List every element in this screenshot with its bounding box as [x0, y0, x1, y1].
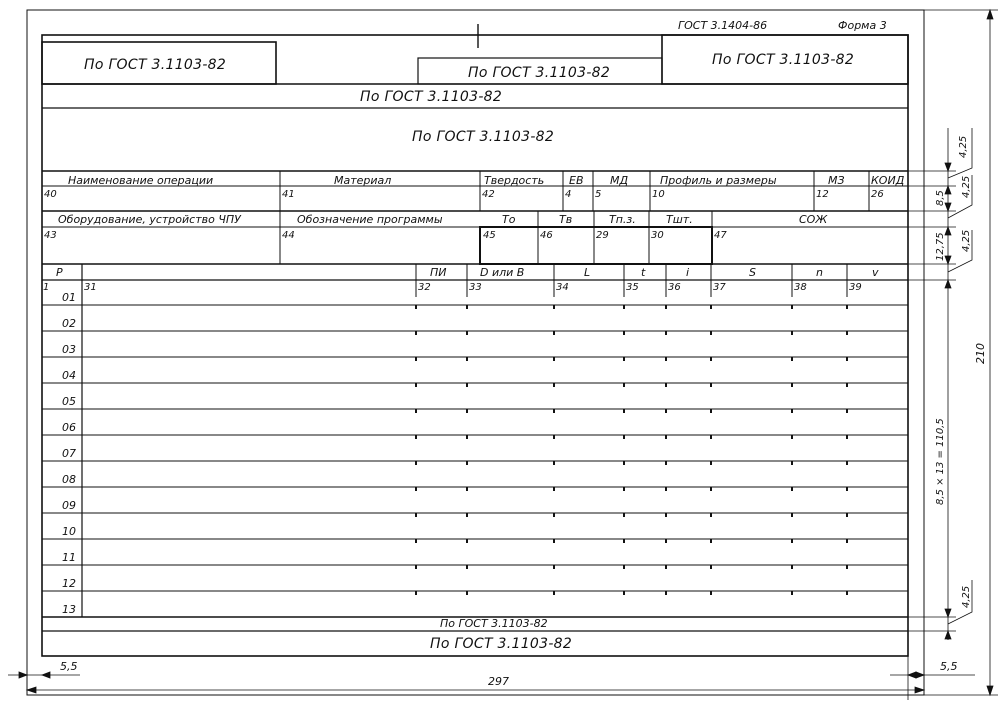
row-number: 06 — [62, 421, 76, 434]
code-1: 1 — [43, 282, 50, 293]
ref-footer-big: По ГОСТ 3.1103-82 — [430, 636, 573, 652]
row-number: 01 — [62, 291, 76, 304]
hdr-koid: КОИД — [871, 174, 905, 187]
col-t: t — [641, 266, 646, 279]
code-37: 37 — [713, 282, 726, 293]
hdr-to: То — [502, 213, 516, 226]
code-46: 46 — [540, 230, 553, 241]
col-s: S — [749, 266, 756, 279]
dim-h2: 12,75 — [935, 232, 946, 261]
code-45: 45 — [483, 230, 496, 241]
dim-h1: 8,5 — [935, 190, 946, 206]
hdr-material: Материал — [334, 174, 392, 187]
hdr-hardness: Твердость — [484, 174, 545, 187]
code-12: 12 — [816, 189, 829, 200]
dim-rows-height: 8,5 × 13 = 110,5 — [935, 418, 946, 505]
col-v: v — [872, 266, 879, 279]
dim-height: 210 — [974, 343, 987, 364]
hdr-tv: Тв — [559, 213, 573, 226]
ref-top-mid: По ГОСТ 3.1103-82 — [468, 65, 611, 81]
hdr-tsht: Тшт. — [666, 213, 693, 226]
code-31: 31 — [84, 282, 97, 293]
row-number: 13 — [62, 603, 76, 616]
hdr-coolant: СОЖ — [799, 213, 828, 226]
code-4: 4 — [565, 189, 572, 200]
row-number: 11 — [62, 551, 76, 564]
dim-d1: 4,25 — [958, 135, 969, 158]
row-number: 03 — [62, 343, 76, 356]
hdr-md: МД — [610, 174, 629, 187]
ref-footer-small: По ГОСТ 3.1103-82 — [440, 617, 548, 630]
col-d-or-b: D или В — [480, 266, 525, 279]
code-29: 29 — [596, 230, 609, 241]
dim-d4: 4,25 — [961, 585, 972, 608]
gost-standard: ГОСТ 3.1404-86 — [678, 19, 768, 32]
col-pi: ПИ — [430, 266, 447, 279]
col-i: i — [686, 266, 690, 279]
col-p: Р — [56, 266, 63, 279]
code-44: 44 — [282, 230, 295, 241]
ref-band: По ГОСТ 3.1103-82 — [360, 89, 503, 105]
ref-main: По ГОСТ 3.1103-82 — [412, 129, 555, 145]
hdr-mz: МЗ — [828, 174, 845, 187]
dim-width: 297 — [488, 675, 509, 688]
code-43: 43 — [44, 230, 57, 241]
col-l: L — [584, 266, 591, 279]
row-number: 10 — [62, 525, 76, 538]
form-label: Форма 3 — [838, 19, 887, 32]
dim-left-margin: 5,5 — [60, 660, 78, 673]
hdr-program: Обозначение программы — [297, 213, 443, 226]
code-40: 40 — [44, 189, 57, 200]
hdr-ev: ЕВ — [569, 174, 584, 187]
dim-d2: 4,25 — [961, 175, 972, 198]
dim-d3: 4,25 — [961, 229, 972, 252]
code-39: 39 — [849, 282, 862, 293]
code-32: 32 — [418, 282, 431, 293]
hdr-tpz: Тп.з. — [609, 213, 636, 226]
dim-right-margin: 5,5 — [940, 660, 958, 673]
code-47: 47 — [714, 230, 727, 241]
row-number: 02 — [62, 317, 76, 330]
row-number: 09 — [62, 499, 76, 512]
code-41: 41 — [282, 189, 295, 200]
col-n: n — [816, 266, 823, 279]
hdr-operation-name: Наименование операции — [68, 174, 214, 187]
row-number: 07 — [62, 447, 76, 460]
code-35: 35 — [626, 282, 639, 293]
code-10: 10 — [652, 189, 665, 200]
code-42: 42 — [482, 189, 495, 200]
hdr-equipment: Оборудование, устройство ЧПУ — [58, 213, 241, 226]
row-number: 08 — [62, 473, 76, 486]
code-38: 38 — [794, 282, 807, 293]
code-5: 5 — [595, 189, 602, 200]
row-number: 04 — [62, 369, 76, 382]
code-33: 33 — [469, 282, 482, 293]
row-number: 12 — [62, 577, 76, 590]
ref-top-left: По ГОСТ 3.1103-82 — [84, 57, 227, 73]
code-36: 36 — [668, 282, 681, 293]
code-30: 30 — [651, 230, 664, 241]
ref-top-right: По ГОСТ 3.1103-82 — [712, 52, 855, 68]
hdr-profile: Профиль и размеры — [660, 174, 777, 187]
code-26: 26 — [871, 189, 884, 200]
code-34: 34 — [556, 282, 569, 293]
row-number: 05 — [62, 395, 76, 408]
